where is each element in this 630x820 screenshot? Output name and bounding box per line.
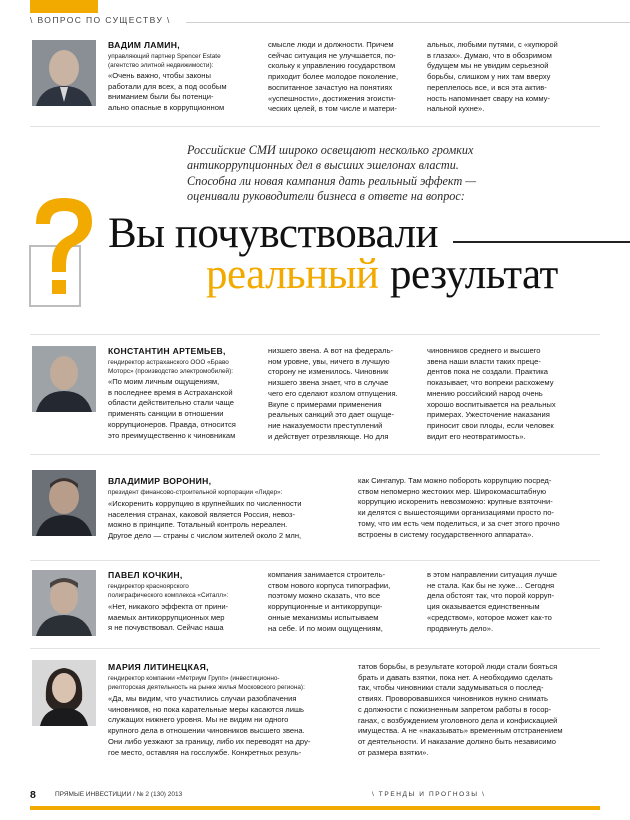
headline-line-1: Вы почувствовали xyxy=(108,210,438,257)
person-name: КОНСТАНТИН АРТЕМЬЕВ, xyxy=(108,346,226,356)
person-name: ВАДИМ ЛАМИН, xyxy=(108,40,180,50)
portrait-kochkin xyxy=(32,570,96,636)
quote-column-1: «Очень важно, чтобы законы работали для всех, а под особым вниманием были бы потенци- ально опасные в коррупционном xyxy=(108,71,227,113)
quote-column-1: «Да, мы видим, что участились случаи разоблачения чиновников, но пока карательные меры касаются лишь служащих нижнего уровня. Мы не видим ни одного крупного дела в отношении чиновников высшего звена. Они либо уезжают за границу, либо их переводят на дру- гое место, оставляя на госслужбе. Конкретных резуль- xyxy=(108,694,311,757)
section-divider xyxy=(30,334,600,335)
quote-column-2: татов борьбы, в результате которой люди стали бояться брать и давать взятки, пока нет. А необходимо сделать так, чтобы чиновники стали задумываться о послед- ствиях. Проворовавшихся чиновников нужно снимать с должности с пожизненным запретом работы в госор- ганах, с возбуждением уголовного дела и конфискацией имущества. А не «наказывать» временным отстранением от деятельности. И наказание должно быть независимо от размера взятки». xyxy=(358,662,563,757)
portrait-lamin xyxy=(32,40,96,106)
section-divider xyxy=(30,648,600,649)
page-number: 8 xyxy=(30,789,36,801)
quote-column-1: «Искоренить коррупцию в крупнейших по численности населения странах, каковой является Россия, невоз- можно в принципе. Тотальный контроль нереален. Другое дело — страны с числом жителей около 2 млн, xyxy=(108,499,302,541)
person-name: МАРИЯ ЛИТИНЕЦКАЯ, xyxy=(108,662,209,672)
footer-accent-bar xyxy=(30,806,600,810)
person-name: ПАВЕЛ КОЧКИН, xyxy=(108,570,183,580)
question-mark-icon xyxy=(22,188,102,308)
portrait-artemiev xyxy=(32,346,96,412)
quote-column-3: альных, любыми путями, с «купюрой в глазах». Думаю, что в обозримом будущем мы не увидим серьезной борьбы, слишком у них там вверху переплелось все, и вся эта актив- ность напоминает свару на комму- нальной кухне». xyxy=(427,40,558,114)
headline-accent-word: реальный xyxy=(206,251,379,298)
person-role: гендиректор астраханского ООО «Браво Моторс» (производство электромобилей): xyxy=(108,359,233,375)
quote-column-2: смысле люди и должности. Причем сейчас ситуация не улучшается, по- скольку к управлению государством приходит более молодое поколение, воспитанное зачастую на понятиях «успешности», достижения эгоисти- ческих целей, в том числе и матери- xyxy=(268,40,399,114)
quote-column-3: в этом направлении ситуация лучше не стала. Как бы не хуже… Сегодня дела обстоят так, что порой корруп- ция оказывается единственным «средством», которое может как-то продвинуть дело». xyxy=(427,570,557,633)
section-divider xyxy=(30,560,600,561)
header-accent-bar xyxy=(30,0,98,13)
section-divider xyxy=(30,126,600,127)
quote-column-1: «По моим личным ощущениям, в последнее время в Астраханской области действительно стали чаще применять санкции в отношении коррупционеров. Правда, относится это преимущественно к чиновникам xyxy=(108,377,236,440)
person-name: ВЛАДИМИР ВОРОНИН, xyxy=(108,476,212,486)
person-role: гендиректор компании «Метриум Групп» (инвестиционно- риелторская деятельность на рынке жилья Московского региона): xyxy=(108,675,305,691)
person-role: президент финансово-строительной корпорации «Лидер»: xyxy=(108,489,283,496)
rubric-title: \ ВОПРОС ПО СУЩЕСТВУ \ xyxy=(30,15,171,25)
quote-column-2: как Сингапур. Там можно побороть коррупцию посред- ством непомерно жестоких мер. Широкомасштабную коррупцию искоренить невозможно: крупные взяточни- ки делятся с вышестоящими организациями просто по- тому, что им есть чем поделиться, и за счет этого прочно встроены в систему государственного аппарата». xyxy=(358,476,560,539)
portrait-voronin xyxy=(32,470,96,536)
section-divider xyxy=(30,454,600,455)
rubric-rule xyxy=(186,22,630,23)
quote-column-3: чиновников среднего и высшего звена наши власти таких преце- дентов пока не создали. Практика показывает, что вопреки расхожему мнению российский народ очень хорошо воспитывается на реальных примерах. Ужесточение наказания приносит свои плоды, если человек видит его неотвратимость». xyxy=(427,346,556,441)
headline-line-2-rest: результат xyxy=(390,251,558,298)
section-name: \ ТРЕНДЫ И ПРОГНОЗЫ \ xyxy=(372,791,486,798)
person-role: гендиректор красноярского полиграфического комплекса «Ситалл»: xyxy=(108,583,229,599)
headline-rule xyxy=(453,241,630,243)
person-role: управляющий партнер Spencer Estate (агентство элитной недвижимости): xyxy=(108,53,221,69)
quote-column-1: «Нет, никакого эффекта от прини- маемых антикоррупционных мер я не почувствовал. Сейчас наша xyxy=(108,602,229,633)
quote-column-2: низшего звена. А вот на федераль- ном уровне, увы, ничего в лучшую сторону не изменилось. Чиновник низшего звена знает, что в случае чего его сделают козлом отпущения. Вкупе с примерами применения реальных санкций это дает ощуще- ние наказуемости преступлений и действует отрезвляюще. Но для xyxy=(268,346,398,441)
lead-paragraph: Российские СМИ широко освещают несколько громких антикоррупционных дел в высших эшелонах власти. Способна ли новая кампания дать реальный эффект — оценивали руководители бизнеса в ответе на вопрос: xyxy=(187,143,477,203)
quote-column-2: компания занимается строитель- ством нового корпуса типографии, поэтому можно сказать, что все коррупционные и антикоррупци- онные механизмы испытываем на себе. И по моим ощущениям, xyxy=(268,570,391,633)
portrait-litinetskaya xyxy=(32,660,96,726)
publication-name: ПРЯМЫЕ ИНВЕСТИЦИИ / № 2 (130) 2013 xyxy=(55,791,183,798)
